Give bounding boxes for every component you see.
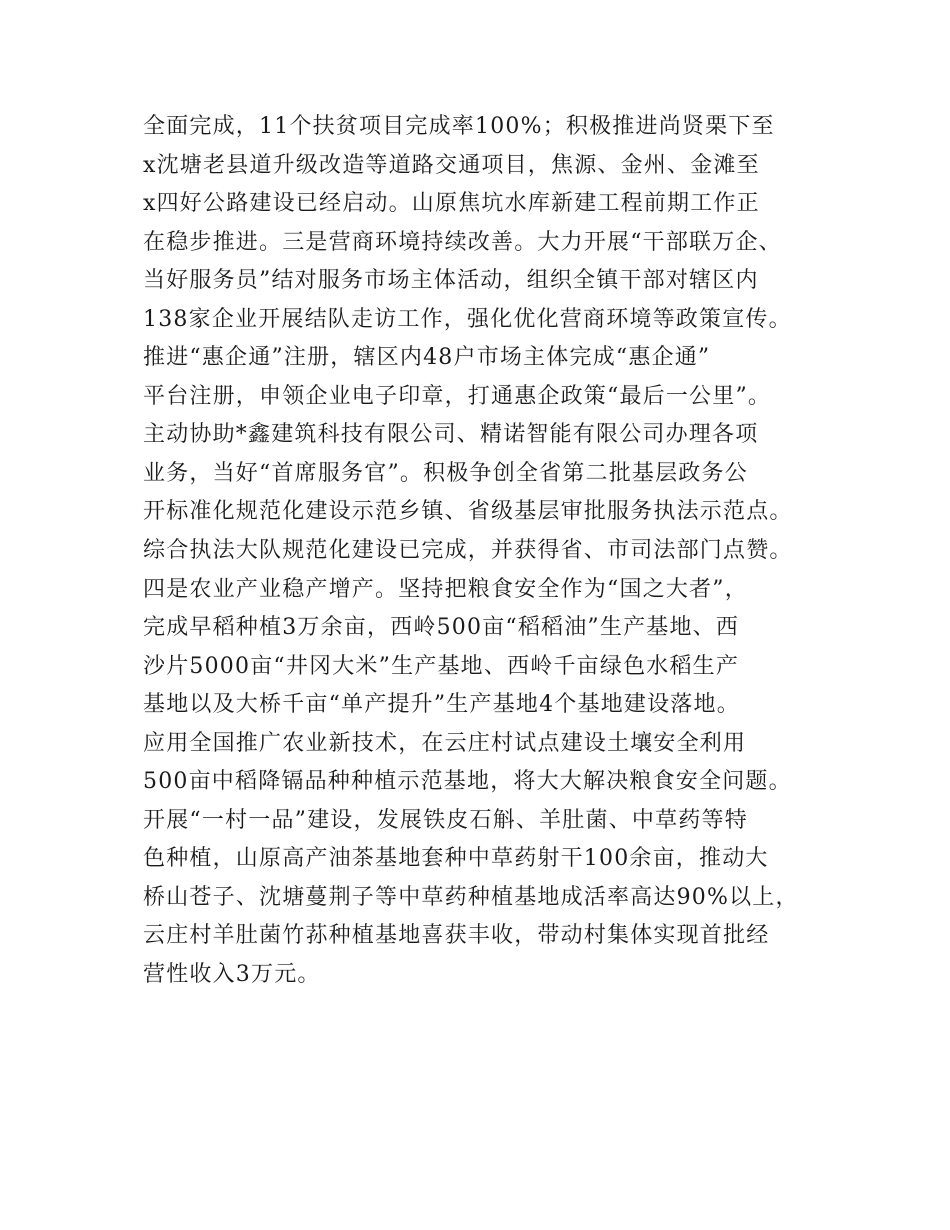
text-line: 云庄村羊肚菌竹荪种植基地喜获丰收，带动村集体实现首批经 [143, 923, 770, 949]
text-line: 色种植，山原高产油茶基地套种中草药射干100余亩，推动大 [143, 846, 769, 872]
text-line: 营性收入3万元。 [143, 962, 321, 988]
text-line: 基地以及大桥千亩“单产提升”生产基地4个基地建设落地。 [143, 692, 740, 718]
text-line: 当好服务员”结对服务市场主体活动，组织全镇干部对辖区内 [143, 268, 759, 294]
text-line: 四是农业产业稳产增产。坚持把粮食安全作为“国之大者”， [143, 576, 748, 602]
text-line: 全面完成，11个扶贫项目完成率100%；积极推进尚贤栗下至 [143, 114, 775, 139]
text-line: 在稳步推进。三是营商环境持续改善。大力开展“干部联万企、 [143, 229, 782, 255]
text-line: 业务，当好“首席服务官”。积极争创全省第二批基层政务公 [143, 460, 748, 486]
text-line: 综合执法大队规范化建设已完成，并获得省、市司法部门点赞。 [143, 538, 793, 564]
text-line: 桥山苍子、沈塘蔓荆子等中草药种植基地成活率高达90%以上， [143, 884, 799, 910]
text-line: 应用全国推广农业新技术，在云庄村试点建设土壤安全利用 [143, 730, 747, 756]
text-line: 沙片5000亩“井冈大米”生产基地、西岭千亩绿色水稻生产 [143, 653, 740, 679]
text-line: x四好公路建设已经启动。山原焦坑水库新建工程前期工作正 [143, 191, 760, 217]
text-line: 完成早稻种植3万余亩，西岭500亩“稻稻油”生产基地、西 [143, 615, 740, 641]
text-line: 500亩中稻降镉品种种植示范基地，将大大解决粮食安全问题。 [143, 769, 792, 795]
text-line: x沈塘老县道升级改造等道路交通项目，焦源、金州、金滩至 [143, 152, 760, 178]
body-text [143, 108, 843, 995]
text-line: 开展“一村一品”建设，发展铁皮石斛、羊肚菌、中草药等特 [143, 807, 748, 833]
text-line: 主动协助*鑫建筑科技有限公司、精诺智能有限公司办理各项 [143, 422, 759, 448]
text-line: 推进“惠企通”注册，辖区内48户市场主体完成“惠企通” [143, 345, 711, 371]
text-line: 平台注册，申领企业电子印章，打通惠企政策“最后一公里”。 [143, 383, 772, 409]
text-line: 开标准化规范化建设示范乡镇、省级基层审批服务执法示范点。 [143, 499, 793, 525]
text-line: 138家企业开展结队走访工作，强化优化营商环境等政策宣传。 [143, 306, 792, 332]
